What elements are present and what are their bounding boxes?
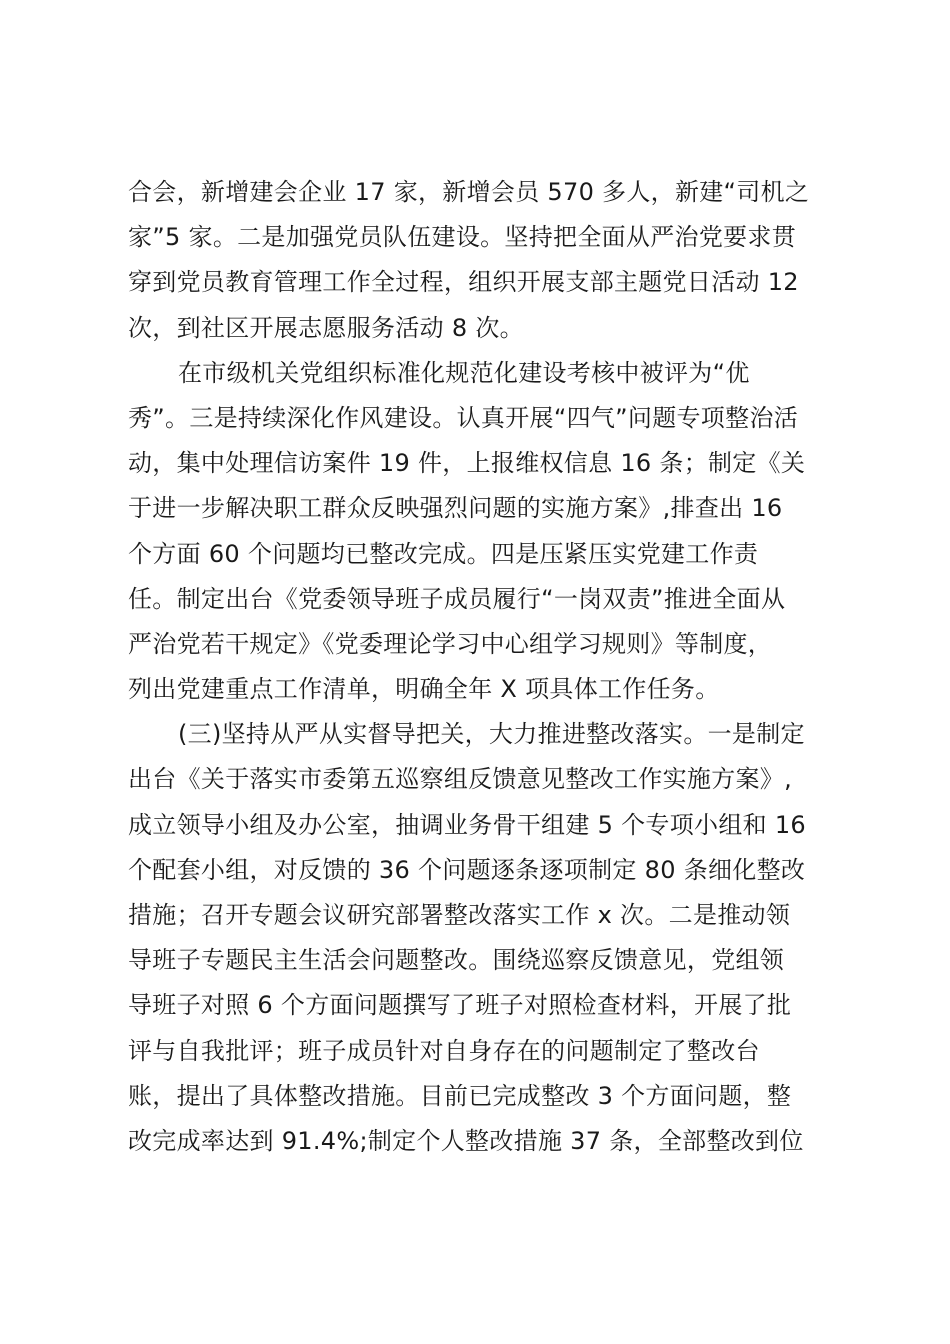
text-line: 导班子专题民主生活会问题整改。围绕巡察反馈意见，党组领 [128, 946, 785, 975]
text-line: 秀”。三是持续深化作风建设。认真开展“四气”问题专项整治活 [128, 403, 798, 432]
text-line: 动，集中处理信访案件 19 件，上报维权信息 16 条；制定《关 [128, 449, 806, 478]
text-line: 穿到党员教育管理工作全过程，组织开展支部主题党日活动 12 [128, 268, 799, 297]
text-line: 列出党建重点工作清单，明确全年 X 项具体工作任务。 [128, 675, 720, 704]
text-line: 个配套小组，对反馈的 36 个问题逐条逐项制定 80 条细化整改 [128, 855, 806, 884]
text-line: 账，提出了具体整改措施。目前已完成整改 3 个方面问题，整 [128, 1081, 792, 1110]
text-line: 任。制定出台《党委领导班子成员履行“一岗双责”推进全面从 [128, 584, 786, 613]
text-line: 于进一步解决职工群众反映强烈问题的实施方案》,排查出 16 [128, 494, 783, 523]
text-line: 导班子对照 6 个方面问题撰写了班子对照检查材料，开展了批 [128, 991, 792, 1020]
text-line: 改完成率达到 91.4%;制定个人整改措施 37 条，全部整改到位 [128, 1126, 804, 1155]
text-line: 出台《关于落实市委第五巡察组反馈意见整改工作实施方案》, [128, 765, 793, 794]
text-line: 合会，新增建会企业 17 家，新增会员 570 多人，新建“司机之 [128, 178, 810, 206]
text-line: 措施；召开专题会议研究部署整改落实工作 x 次。二是推动领 [128, 901, 791, 929]
paragraph-first-line: 在市级机关党组织标准化规范化建设考核中被评为“优 [178, 358, 750, 387]
body-text [128, 170, 838, 1164]
text-line: 严治党若干规定》《党委理论学习中心组学习规则》等制度， [128, 629, 773, 658]
text-line: 成立领导小组及办公室，抽调业务骨干组建 5 个专项小组和 16 [128, 810, 806, 839]
text-line: 次，到社区开展志愿服务活动 8 次。 [128, 313, 524, 342]
text-line: 家”5 家。二是加强党员队伍建设。坚持把全面从严治党要求贯 [128, 223, 797, 252]
text-line: 个方面 60 个问题均已整改完成。四是压紧压实党建工作责 [128, 539, 759, 568]
text-line: 评与自我批评；班子成员针对自身存在的问题制定了整改台 [128, 1036, 760, 1065]
paragraph-first-line: (三)坚持从严从实督导把关，大力推进整改落实。一是制定 [178, 720, 805, 749]
